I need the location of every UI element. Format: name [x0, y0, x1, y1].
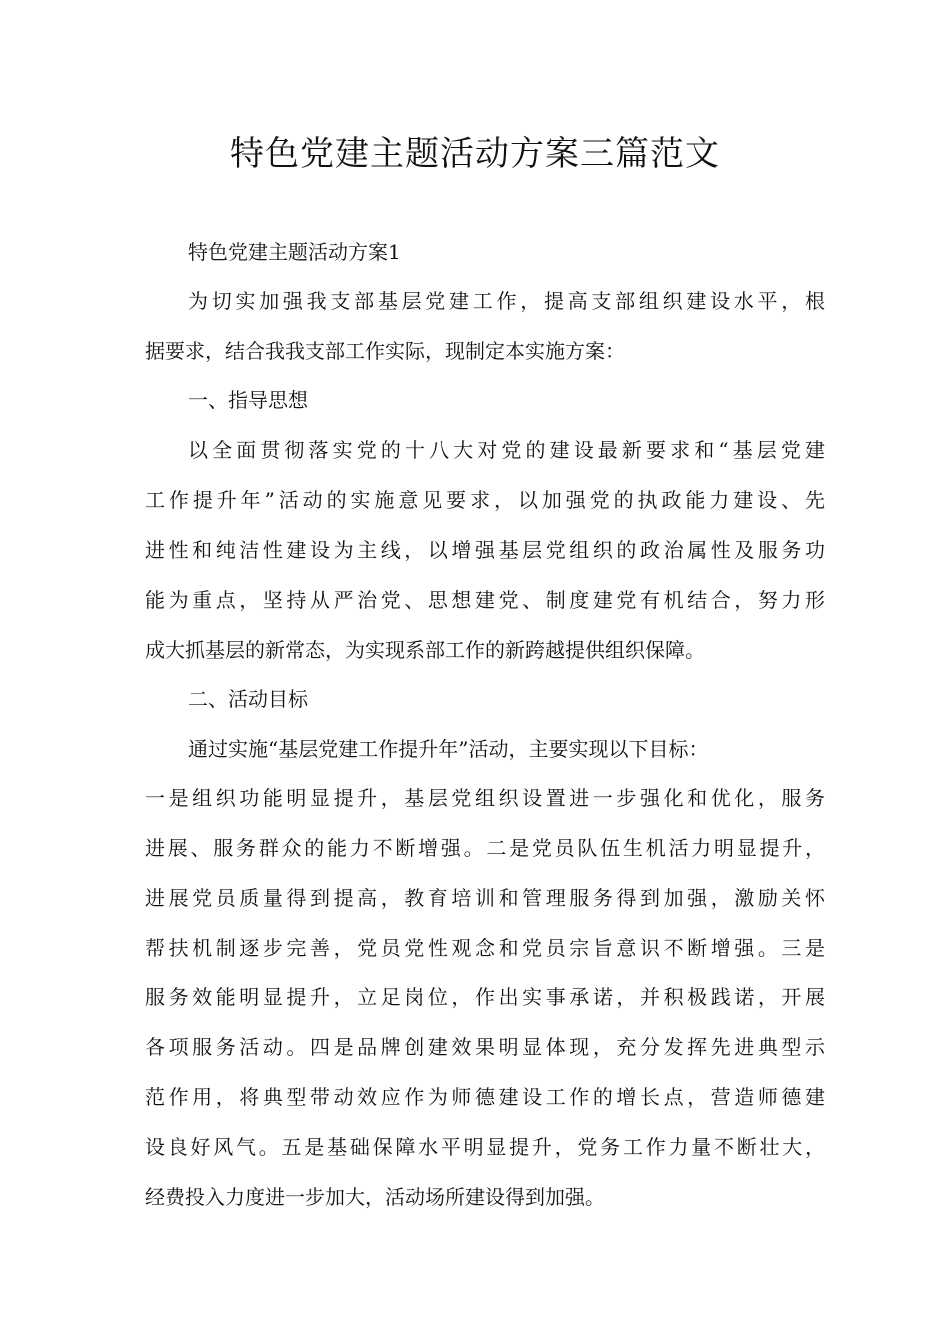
paragraph-line: 一是组织功能明显提升，基层党组织设置进一步强化和优化，服务: [145, 786, 825, 810]
paragraph-line: 经费投入力度进一步加大，活动场所建设得到加强。: [145, 1185, 605, 1209]
paragraph-line: 据要求，结合我我支部工作实际，现制定本实施方案：: [145, 339, 625, 363]
paragraph-line: 进展党员质量得到提高，教育培训和管理服务得到加强，激励关怀: [145, 886, 825, 910]
paragraph-line: 以全面贯彻落实党的十八大对党的建设最新要求和“基层党建: [188, 438, 825, 462]
section-heading-guiding-thought: 一、指导思想: [188, 388, 308, 412]
paragraph-line: 设良好风气。五是基础保障水平明显提升，党务工作力量不断壮大，: [145, 1135, 825, 1159]
paragraph-line: 进性和纯洁性建设为主线，以增强基层党组织的政治属性及服务功: [145, 538, 825, 562]
section-heading-plan-1: 特色党建主题活动方案1: [188, 240, 401, 264]
document-title: 特色党建主题活动方案三篇范文: [230, 134, 720, 174]
paragraph-line: 成大抓基层的新常态，为实现系部工作的新跨越提供组织保障。: [145, 638, 705, 662]
paragraph-line: 通过实施“基层党建工作提升年”活动，主要实现以下目标：: [188, 737, 709, 761]
paragraph-line: 能为重点，坚持从严治党、思想建党、制度建党有机结合，努力形: [145, 588, 825, 612]
paragraph-line: 服务效能明显提升，立足岗位，作出实事承诺，并积极践诺，开展: [145, 985, 825, 1009]
paragraph-line: 工作提升年”活动的实施意见要求，以加强党的执政能力建设、先: [145, 488, 825, 512]
paragraph-line: 范作用，将典型带动效应作为师德建设工作的增长点，营造师德建: [145, 1085, 825, 1109]
section-heading-activity-goals: 二、活动目标: [188, 687, 308, 711]
paragraph-line: 为切实加强我支部基层党建工作，提高支部组织建设水平，根: [188, 289, 825, 313]
paragraph-line: 帮扶机制逐步完善，党员党性观念和党员宗旨意识不断增强。三是: [145, 936, 825, 960]
paragraph-line: 各项服务活动。四是品牌创建效果明显体现，充分发挥先进典型示: [145, 1035, 825, 1059]
paragraph-line: 进展、服务群众的能力不断增强。二是党员队伍生机活力明显提升，: [145, 836, 825, 860]
